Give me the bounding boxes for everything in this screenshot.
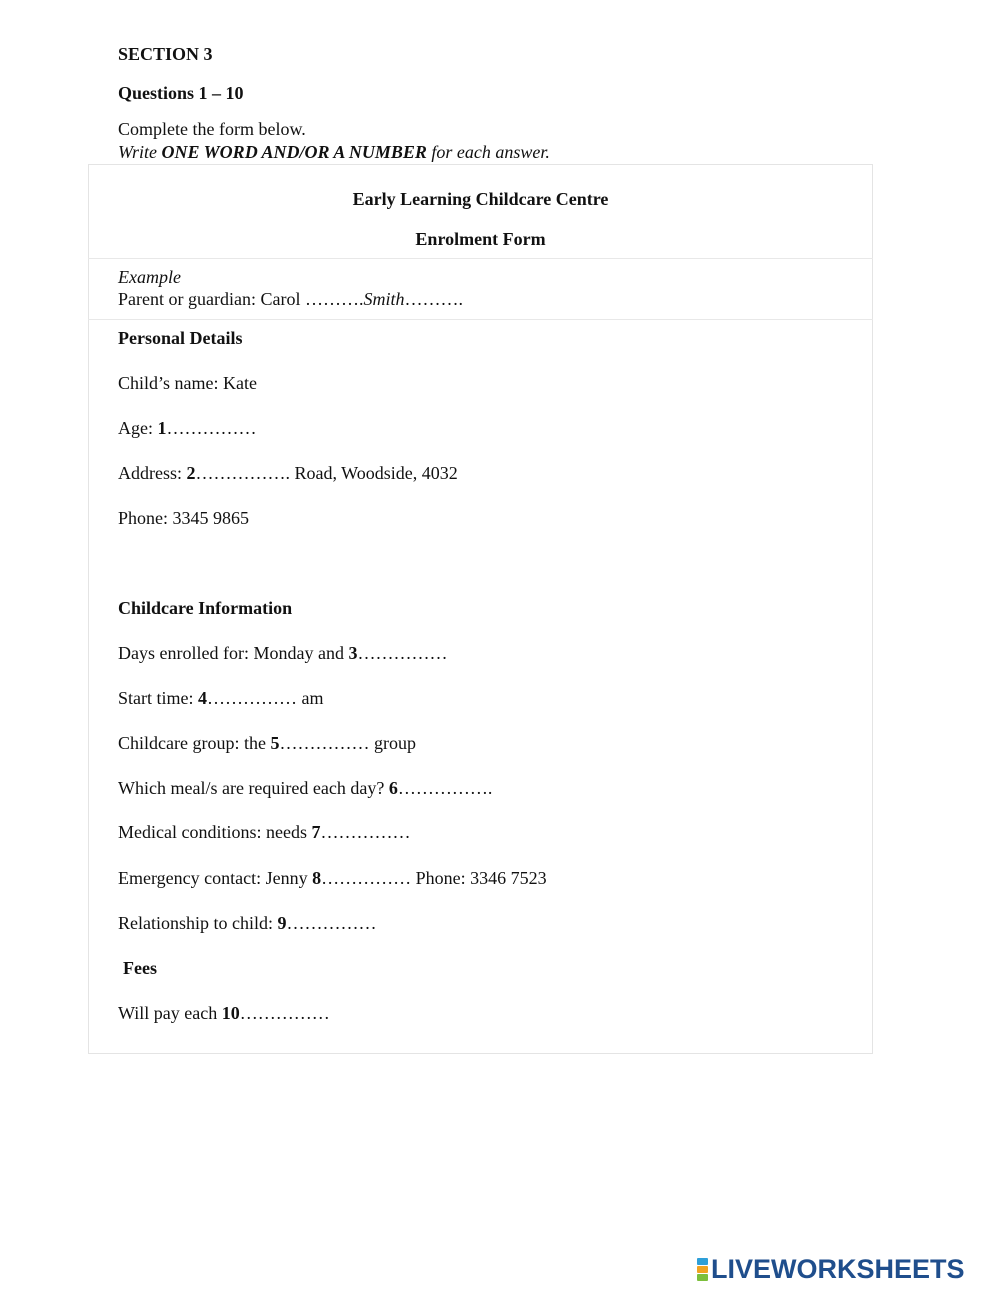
- answer-blank-10[interactable]: ……………: [239, 1003, 330, 1023]
- example-prefix: Parent or guardian: Carol ……….: [118, 289, 364, 309]
- form-subtitle: Enrolment Form: [415, 229, 546, 249]
- answer-blank-5[interactable]: …………… group: [279, 733, 416, 753]
- question-number-1: 1: [157, 418, 167, 438]
- personal-details-heading: Personal Details: [118, 328, 243, 348]
- answer-blank-2[interactable]: ……………. Road, Woodside, 4032: [195, 463, 458, 483]
- relationship-line: [118, 913, 377, 934]
- pay-prefix: Will pay each: [118, 1003, 222, 1023]
- childcare-information-heading: Childcare Information: [118, 598, 293, 618]
- childcare-group-line: [118, 733, 416, 754]
- question-number-4: 4: [198, 688, 207, 708]
- questions-range: Questions 1 – 10: [118, 83, 244, 103]
- question-number-3: 3: [348, 643, 358, 663]
- answer-blank-3[interactable]: ……………: [357, 643, 448, 663]
- question-number-9: 9: [277, 913, 287, 933]
- instruction-answer-limit: [118, 142, 550, 163]
- question-number-6: 6: [388, 778, 398, 798]
- answer-blank-7[interactable]: ……………: [320, 822, 411, 842]
- medical-conditions-line: [118, 822, 410, 843]
- phone-line: Phone: 3345 9865: [118, 508, 250, 528]
- answer-blank-9[interactable]: ……………: [286, 913, 377, 933]
- days-prefix: Days enrolled for: Monday and: [118, 643, 349, 663]
- form-title: Early Learning Childcare Centre: [352, 189, 609, 209]
- address-line: [118, 463, 458, 484]
- emergency-prefix: Emergency contact: Jenny: [118, 868, 313, 888]
- logo-blocks-icon: [697, 1258, 708, 1281]
- age-line: [118, 418, 257, 439]
- section-title: SECTION 3: [118, 44, 213, 64]
- form-divider: [88, 258, 873, 259]
- age-prefix: Age:: [118, 418, 158, 438]
- question-number-10: 10: [221, 1003, 240, 1023]
- form-divider: [88, 319, 873, 320]
- question-number-5: 5: [270, 733, 280, 753]
- example-suffix: ……….: [404, 289, 463, 309]
- question-number-8: 8: [312, 868, 322, 888]
- instruction-line: Complete the form below.: [118, 119, 306, 139]
- meals-line: [118, 778, 492, 799]
- medical-prefix: Medical conditions: needs: [118, 822, 312, 842]
- example-label: Example: [118, 267, 181, 287]
- question-number-2: 2: [186, 463, 196, 483]
- logo-block: [697, 1274, 708, 1281]
- answer-blank-6[interactable]: …………….: [397, 778, 493, 798]
- childs-name-line: Child’s name: Kate: [118, 373, 257, 393]
- answer-blank-8[interactable]: …………… Phone: 3346 7523: [321, 868, 547, 888]
- liveworksheets-logo: [697, 1254, 965, 1284]
- logo-block: [697, 1258, 708, 1265]
- instruction-bold: ONE WORD AND/OR A NUMBER: [161, 142, 427, 162]
- relationship-prefix: Relationship to child:: [118, 913, 278, 933]
- start-prefix: Start time:: [118, 688, 198, 708]
- emergency-contact-line: [118, 868, 547, 889]
- payment-line: [118, 1003, 330, 1024]
- group-prefix: Childcare group: the: [118, 733, 271, 753]
- start-time-line: [118, 688, 324, 709]
- instruction-write: Write: [118, 142, 162, 162]
- address-prefix: Address:: [118, 463, 187, 483]
- fees-heading: Fees: [123, 958, 157, 978]
- instruction-tail: for each answer.: [426, 142, 550, 162]
- meal-prefix: Which meal/s are required each day?: [118, 778, 389, 798]
- logo-block: [697, 1266, 708, 1273]
- example-answer: Smith: [363, 289, 405, 309]
- question-number-7: 7: [311, 822, 321, 842]
- answer-blank-4[interactable]: …………… am: [207, 688, 324, 708]
- days-enrolled-line: [118, 643, 447, 664]
- answer-blank-1[interactable]: ……………: [166, 418, 257, 438]
- logo-text: LIVEWORKSHEETS: [711, 1253, 965, 1284]
- example-line: [118, 289, 463, 310]
